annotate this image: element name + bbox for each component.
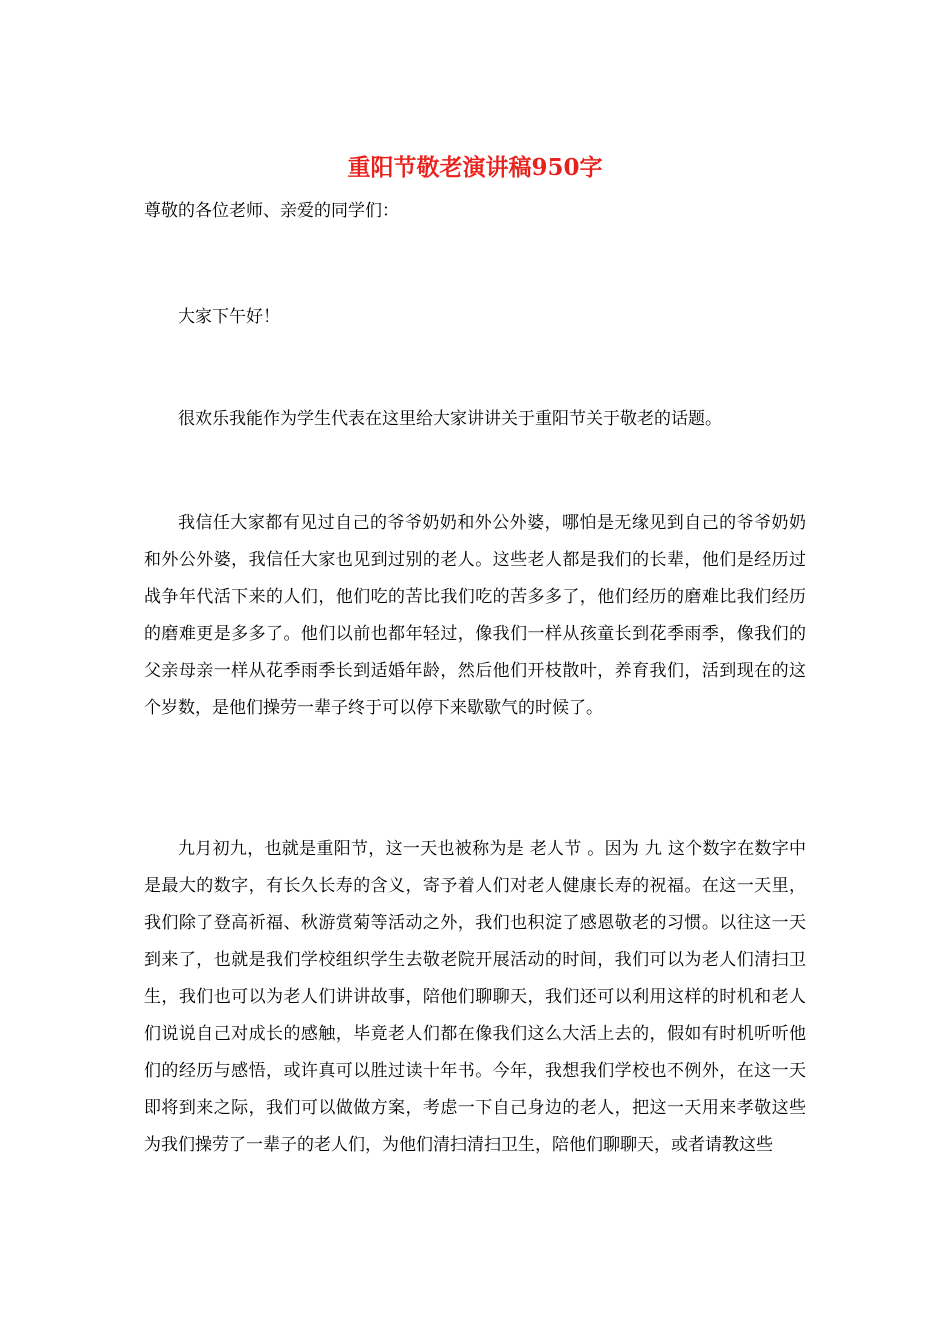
- paragraph-3: 我信任大家都有见过自己的爷爷奶奶和外公外婆，哪怕是无缘见到自己的爷爷奶奶和外公外婆，我信任大家也见到过别的老人。这些老人都是我们的长辈，他们是经历过战争年代活下来的人们，他们吃的苦比我们吃的苦多多了，他们经历的磨难比我们经历的磨难更是多多了。他们以前也都年轻过，像我们一样从孩童长到花季雨季，像我们的父亲母亲一样从花季雨季长到适婚年龄，然后他们开枝散叶，养育我们，活到现在的这个岁数，是他们操劳一辈子终于可以停下来歇歇气的时候了。: [144, 513, 806, 718]
- greeting-line: 尊敬的各位老师、亲爱的同学们：: [144, 201, 399, 221]
- page-title: 重阳节敬老演讲稿950字: [347, 154, 603, 181]
- paragraph-1: 大家下午好！: [178, 307, 280, 327]
- paragraph-2: 很欢乐我能作为学生代表在这里给大家讲讲关于重阳节关于敬老的话题。: [178, 409, 722, 429]
- paragraph-4: 九月初九，也就是重阳节，这一天也被称为是 老人节 。因为 九 这个数字在数字中是最大的数字，有长久长寿的含义，寄予着人们对老人健康长寿的祝福。在这一天里，我们除了登高祈福、秋游赏菊等活动之外，我们也积淀了感恩敬老的习惯。以往这一天到来了，也就是我们学校组织学生去敬老院开展活动的时间，我们可以为老人们清扫卫生，我们也可以为老人们讲讲故事，陪他们聊聊天，我们还可以利用这样的时机和老人们说说自己对成长的感触，毕竟老人们都在像我们这么大活上去的，假如有时机听听他们的经历与感悟，或许真可以胜过读十年书。今年，我想我们学校也不例外，在这一天即将到来之际，我们可以做做方案，考虑一下自己身边的老人，把这一天用来孝敬这些为我们操劳了一辈子的老人们，为他们清扫清扫卫生，陪他们聊聊天，或者请教这些: [144, 839, 806, 1155]
